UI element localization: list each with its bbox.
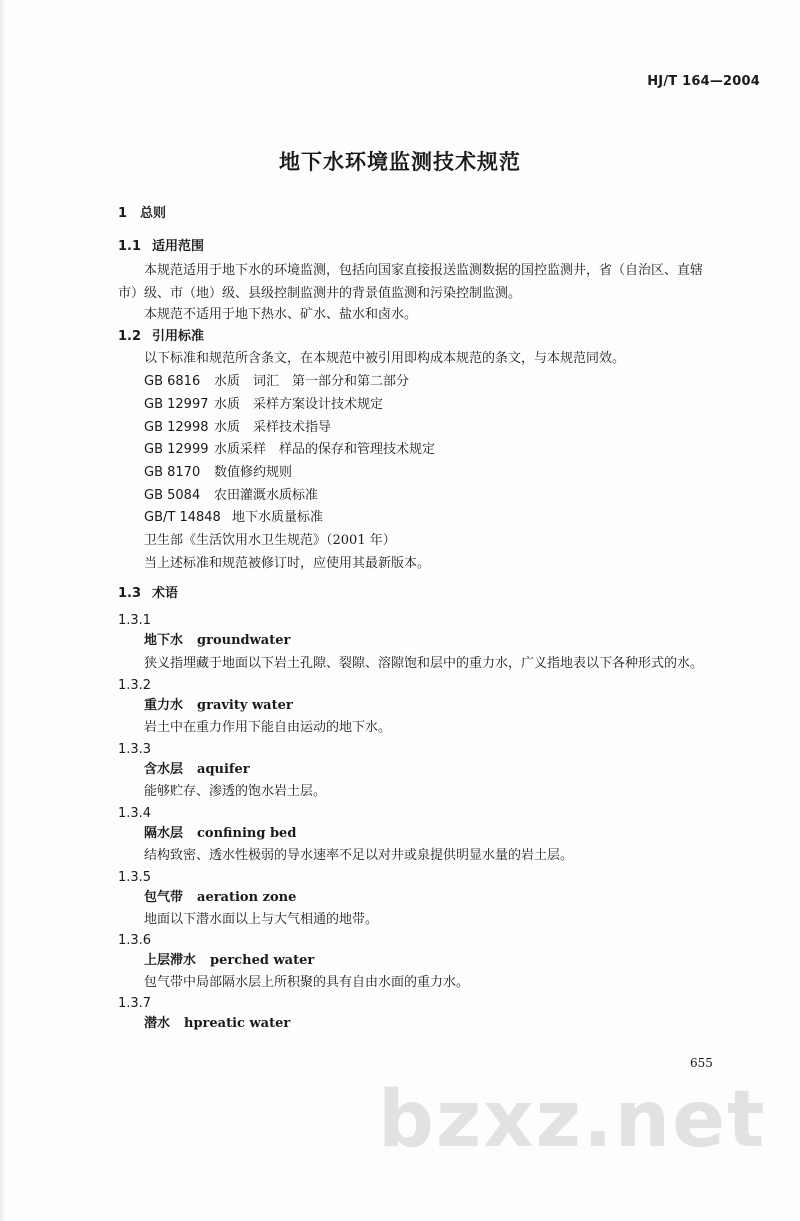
term-definition: 包气带中局部隔水层上所积聚的具有自由水面的重力水。 xyxy=(144,975,470,990)
reference-item xyxy=(144,509,323,527)
reference-code: GB/T 14848 xyxy=(144,510,221,525)
term-chinese: 包气带 xyxy=(144,890,184,905)
term-heading xyxy=(144,825,296,843)
term-definition: 结构致密、透水性极弱的导水速率不足以对井或泉提供明显水量的岩土层。 xyxy=(144,848,574,863)
term-chinese: 地下水 xyxy=(144,633,184,648)
reference-name: 水质 采样方案设计技术规定 xyxy=(214,397,384,412)
term-definition: 岩土中在重力作用下能自由运动的地下水。 xyxy=(144,720,392,735)
section-1-heading xyxy=(118,205,166,223)
term-chinese: 隔水层 xyxy=(144,826,184,841)
site-watermark: bzxz.net xyxy=(378,1075,767,1165)
section-1-2-heading xyxy=(118,328,204,346)
term-english: confining bed xyxy=(197,826,297,841)
term-chinese: 上层滞水 xyxy=(144,953,197,968)
reference-item xyxy=(144,441,435,459)
term-english: groundwater xyxy=(197,633,291,648)
reference-name: 水质 词汇 第一部分和第二部分 xyxy=(214,374,410,389)
reference-item xyxy=(144,487,318,505)
reference-code: GB 6816 xyxy=(144,374,201,389)
term-number: 1.3.3 xyxy=(118,742,152,757)
section-1-3-heading xyxy=(118,585,178,603)
reference-code: GB 8170 xyxy=(144,465,201,480)
reference-name: 水质 采样技术指导 xyxy=(214,420,332,435)
term-heading xyxy=(144,952,314,970)
term-english: aquifer xyxy=(197,762,250,777)
term-number: 1.3.6 xyxy=(118,933,152,948)
section-1-2-number: 1.2 xyxy=(118,329,142,344)
section-1-2-title: 引用标准 xyxy=(152,329,205,344)
scope-paragraph-line-1: 本规范适用于地下水的环境监测，包括向国家直接报送监测数据的国控监测井，省（自治区、直辖 xyxy=(144,263,704,278)
section-1-1-heading xyxy=(118,238,204,256)
standard-code: HJ/T 164—2004 xyxy=(647,74,760,89)
section-1-3-number: 1.3 xyxy=(118,586,142,601)
section-1-3-title: 术语 xyxy=(152,586,179,601)
references-intro: 以下标准和规范所含条文，在本规范中被引用即构成本规范的条文，与本规范同效。 xyxy=(144,351,626,366)
term-english: gravity water xyxy=(197,698,293,713)
term-chinese: 含水层 xyxy=(144,762,184,777)
reference-item xyxy=(144,464,292,482)
reference-item xyxy=(144,419,331,437)
term-english: hpreatic water xyxy=(184,1016,291,1031)
reference-item xyxy=(144,396,383,414)
term-heading xyxy=(144,697,293,715)
term-number: 1.3.7 xyxy=(118,996,152,1011)
term-heading xyxy=(144,1015,290,1033)
section-1-title: 总则 xyxy=(140,206,167,221)
reference-code: GB 5084 xyxy=(144,488,201,503)
term-english: perched water xyxy=(210,953,315,968)
term-number: 1.3.2 xyxy=(118,678,152,693)
document-title: 地下水环境监测技术规范 xyxy=(279,150,521,174)
reference-health-code: 卫生部《生活饮用水卫生规范》（2001 年） xyxy=(144,533,396,548)
reference-code: GB 12999 xyxy=(144,442,209,457)
term-heading xyxy=(144,632,290,650)
term-number: 1.3.4 xyxy=(118,806,152,821)
term-chinese: 重力水 xyxy=(144,698,184,713)
term-heading xyxy=(144,761,250,779)
term-definition: 能够贮存、渗透的饱水岩土层。 xyxy=(144,784,327,799)
term-definition: 地面以下潜水面以上与大气相通的地带。 xyxy=(144,912,379,927)
term-definition: 狭义指埋藏于地面以下岩土孔隙、裂隙、溶隙饱和层中的重力水，广义指地表以下各种形式的水。 xyxy=(144,656,704,671)
scope-exclusion-paragraph: 本规范不适用于地下热水、矿水、盐水和卤水。 xyxy=(144,307,418,322)
scope-paragraph-line-2: 市）级、市（地）级、县级控制监测井的背景值监测和污染控制监测。 xyxy=(118,286,522,301)
page-number: 655 xyxy=(690,1056,713,1070)
reference-name: 农田灌溉水质标准 xyxy=(214,488,319,503)
reference-code: GB 12997 xyxy=(144,397,209,412)
term-number: 1.3.5 xyxy=(118,870,152,885)
term-heading xyxy=(144,889,296,907)
section-1-1-title: 适用范围 xyxy=(152,239,205,254)
term-number: 1.3.1 xyxy=(118,613,152,628)
references-closing: 当上述标准和规范被修订时，应使用其最新版本。 xyxy=(144,556,431,571)
reference-code: GB 12998 xyxy=(144,420,209,435)
reference-name: 地下水质量标准 xyxy=(232,510,324,525)
term-english: aeration zone xyxy=(197,890,297,905)
term-chinese: 潜水 xyxy=(144,1016,171,1031)
page-edge-shadow xyxy=(0,0,6,1221)
reference-name: 水质采样 样品的保存和管理技术规定 xyxy=(214,442,436,457)
reference-item xyxy=(144,373,409,391)
reference-name: 数值修约规则 xyxy=(214,465,293,480)
section-1-number: 1 xyxy=(118,206,128,221)
section-1-1-number: 1.1 xyxy=(118,239,142,254)
